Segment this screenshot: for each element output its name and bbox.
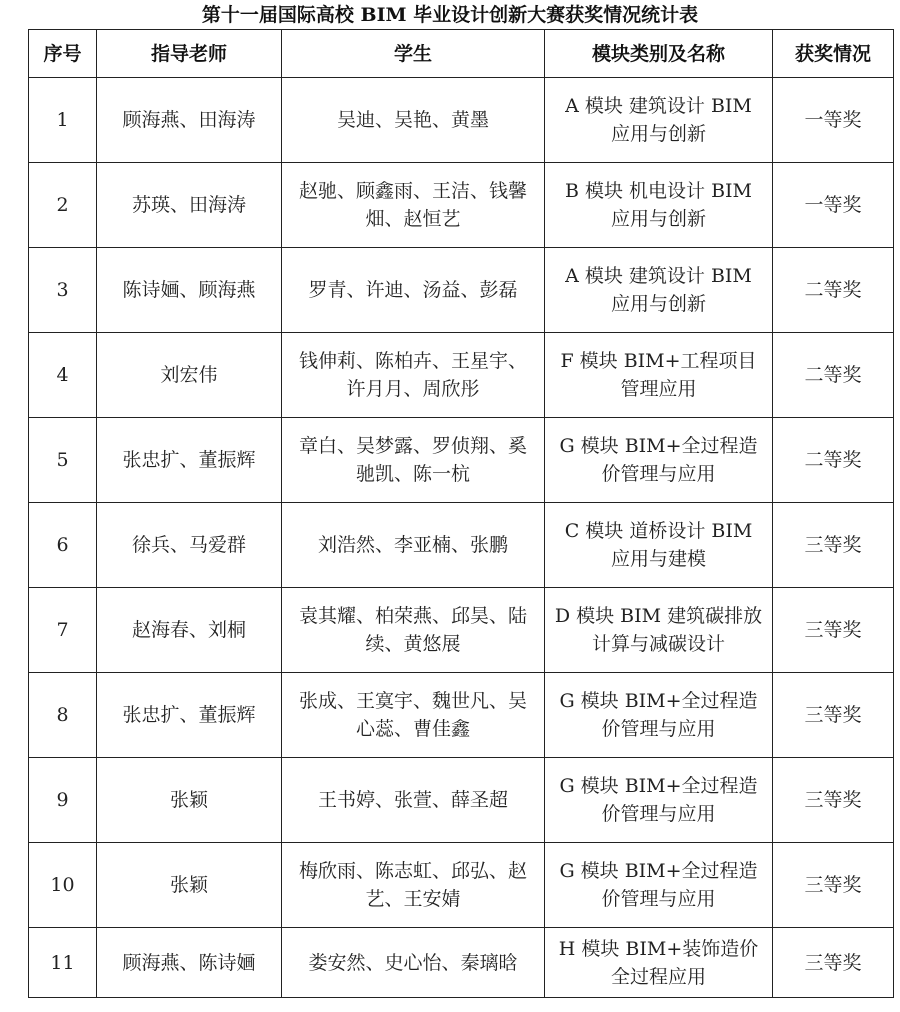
cell-number: 4 <box>29 333 97 418</box>
cell-module: F 模块 BIM+工程项目管理应用 <box>545 333 773 418</box>
cell-number: 11 <box>29 928 97 998</box>
cell-number: 2 <box>29 163 97 248</box>
table-row <box>29 248 894 333</box>
cell-award: 三等奖 <box>773 673 894 758</box>
cell-students: 娄安然、史心怡、秦璃晗 <box>282 928 545 998</box>
cell-number: 5 <box>29 418 97 503</box>
cell-students: 吴迪、吴艳、黄墨 <box>282 78 545 163</box>
cell-module: G 模块 BIM+全过程造价管理与应用 <box>545 843 773 928</box>
cell-advisor: 刘宏伟 <box>97 333 282 418</box>
table-row <box>29 758 894 843</box>
cell-number: 9 <box>29 758 97 843</box>
cell-number: 8 <box>29 673 97 758</box>
cell-students: 钱伸莉、陈柏卉、王星宇、许月月、周欣彤 <box>282 333 545 418</box>
cell-advisor: 陈诗婳、顾海燕 <box>97 248 282 333</box>
cell-advisor: 苏瑛、田海涛 <box>97 163 282 248</box>
cell-award: 二等奖 <box>773 248 894 333</box>
cell-module: A 模块 建筑设计 BIM 应用与创新 <box>545 78 773 163</box>
cell-module: D 模块 BIM 建筑碳排放计算与减碳设计 <box>545 588 773 673</box>
cell-advisor: 张颖 <box>97 758 282 843</box>
cell-students: 罗青、许迪、汤益、彭磊 <box>282 248 545 333</box>
cell-award: 一等奖 <box>773 78 894 163</box>
cell-advisor: 张忠扩、董振辉 <box>97 673 282 758</box>
cell-number: 6 <box>29 503 97 588</box>
header-students: 学生 <box>282 30 545 78</box>
cell-award: 三等奖 <box>773 588 894 673</box>
cell-advisor: 张颖 <box>97 843 282 928</box>
awards-table <box>28 29 894 998</box>
cell-module: H 模块 BIM+装饰造价全过程应用 <box>545 928 773 998</box>
table-row <box>29 418 894 503</box>
table-row <box>29 588 894 673</box>
cell-advisor: 赵海春、刘桐 <box>97 588 282 673</box>
cell-module: G 模块 BIM+全过程造价管理与应用 <box>545 418 773 503</box>
cell-module: C 模块 道桥设计 BIM 应用与建模 <box>545 503 773 588</box>
table-row <box>29 503 894 588</box>
header-advisor: 指导老师 <box>97 30 282 78</box>
cell-award: 三等奖 <box>773 928 894 998</box>
header-module: 模块类别及名称 <box>545 30 773 78</box>
cell-module: G 模块 BIM+全过程造价管理与应用 <box>545 673 773 758</box>
cell-students: 袁其耀、柏荣燕、邱昊、陆续、黄悠展 <box>282 588 545 673</box>
cell-award: 二等奖 <box>773 333 894 418</box>
cell-module: G 模块 BIM+全过程造价管理与应用 <box>545 758 773 843</box>
table-title: 第十一届国际高校 BIM 毕业设计创新大赛获奖情况统计表 <box>201 4 699 26</box>
table-row <box>29 673 894 758</box>
header-award: 获奖情况 <box>773 30 894 78</box>
cell-advisor: 张忠扩、董振辉 <box>97 418 282 503</box>
cell-advisor: 顾海燕、陈诗婳 <box>97 928 282 998</box>
cell-advisor: 徐兵、马爱群 <box>97 503 282 588</box>
cell-module: A 模块 建筑设计 BIM 应用与创新 <box>545 248 773 333</box>
table-row <box>29 163 894 248</box>
cell-module: B 模块 机电设计 BIM 应用与创新 <box>545 163 773 248</box>
cell-students: 刘浩然、李亚楠、张鹏 <box>282 503 545 588</box>
cell-advisor: 顾海燕、田海涛 <box>97 78 282 163</box>
table-row <box>29 928 894 998</box>
cell-students: 章白、吴梦露、罗侦翔、奚驰凯、陈一杭 <box>282 418 545 503</box>
cell-award: 三等奖 <box>773 758 894 843</box>
table-row <box>29 78 894 163</box>
cell-students: 赵驰、顾鑫雨、王洁、钱馨畑、赵恒艺 <box>282 163 545 248</box>
table-row <box>29 843 894 928</box>
cell-number: 3 <box>29 248 97 333</box>
cell-number: 7 <box>29 588 97 673</box>
table-row <box>29 333 894 418</box>
cell-students: 王书婷、张萱、薛圣超 <box>282 758 545 843</box>
header-row <box>29 30 894 78</box>
cell-number: 10 <box>29 843 97 928</box>
cell-number: 1 <box>29 78 97 163</box>
cell-award: 一等奖 <box>773 163 894 248</box>
cell-award: 三等奖 <box>773 503 894 588</box>
header-number: 序号 <box>29 30 97 78</box>
cell-students: 张成、王寞宇、魏世凡、吴心蕊、曹佳鑫 <box>282 673 545 758</box>
cell-students: 梅欣雨、陈志虹、邱弘、赵艺、王安婧 <box>282 843 545 928</box>
cell-award: 二等奖 <box>773 418 894 503</box>
cell-award: 三等奖 <box>773 843 894 928</box>
